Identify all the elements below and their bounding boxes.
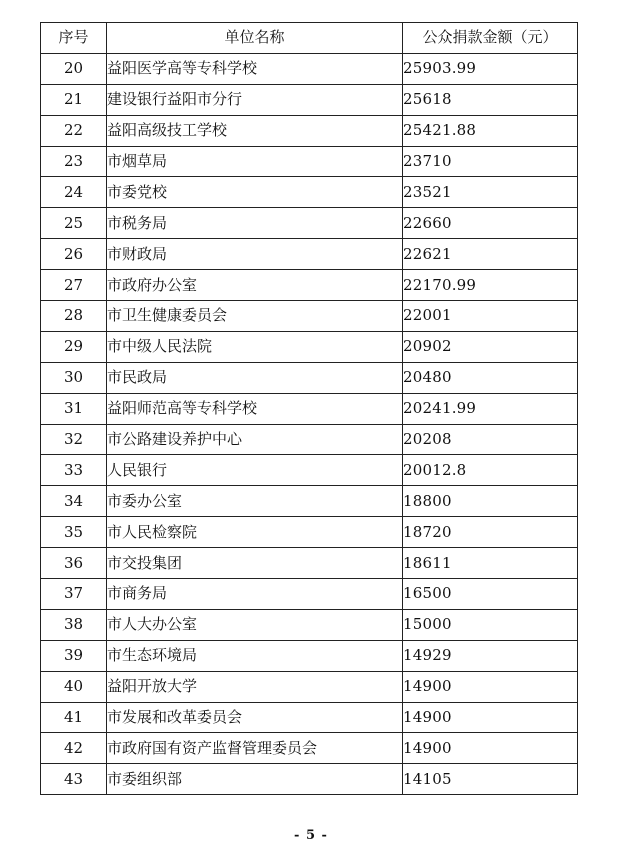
row-unit-name: 市公路建设养护中心 <box>107 424 403 455</box>
row-amount: 20208 <box>403 424 578 455</box>
row-index: 43 <box>41 764 107 795</box>
row-amount: 25421.88 <box>403 115 578 146</box>
row-amount: 18800 <box>403 486 578 517</box>
row-index: 34 <box>41 486 107 517</box>
table-row <box>41 331 578 362</box>
row-amount: 22001 <box>403 301 578 332</box>
row-unit-name: 市委组织部 <box>107 764 403 795</box>
row-index: 38 <box>41 609 107 640</box>
row-index: 39 <box>41 640 107 671</box>
table-row <box>41 84 578 115</box>
row-amount: 18720 <box>403 517 578 548</box>
table-row <box>41 208 578 239</box>
row-index: 26 <box>41 239 107 270</box>
row-index: 32 <box>41 424 107 455</box>
row-unit-name: 市人大办公室 <box>107 609 403 640</box>
row-amount: 25903.99 <box>403 53 578 84</box>
row-unit-name: 市烟草局 <box>107 146 403 177</box>
row-unit-name: 市商务局 <box>107 579 403 610</box>
row-amount: 22621 <box>403 239 578 270</box>
table-row <box>41 733 578 764</box>
row-unit-name: 市生态环境局 <box>107 640 403 671</box>
row-unit-name: 市税务局 <box>107 208 403 239</box>
row-index: 36 <box>41 548 107 579</box>
table-row <box>41 177 578 208</box>
row-amount: 14929 <box>403 640 578 671</box>
table-row <box>41 517 578 548</box>
table-header <box>41 23 578 54</box>
row-unit-name: 益阳高级技工学校 <box>107 115 403 146</box>
row-index: 41 <box>41 702 107 733</box>
row-amount: 22170.99 <box>403 270 578 301</box>
table-row <box>41 764 578 795</box>
row-unit-name: 市交投集团 <box>107 548 403 579</box>
row-unit-name: 市中级人民法院 <box>107 331 403 362</box>
row-amount: 22660 <box>403 208 578 239</box>
table-row <box>41 486 578 517</box>
row-amount: 20241.99 <box>403 393 578 424</box>
row-amount: 25618 <box>403 84 578 115</box>
table-row <box>41 115 578 146</box>
table-row <box>41 362 578 393</box>
row-amount: 23710 <box>403 146 578 177</box>
row-index: 37 <box>41 579 107 610</box>
row-unit-name: 益阳医学高等专科学校 <box>107 53 403 84</box>
row-unit-name: 市政府国有资产监督管理委员会 <box>107 733 403 764</box>
table-row <box>41 640 578 671</box>
header-row <box>41 23 578 54</box>
row-unit-name: 市委办公室 <box>107 486 403 517</box>
row-index: 33 <box>41 455 107 486</box>
row-index: 23 <box>41 146 107 177</box>
row-amount: 14105 <box>403 764 578 795</box>
row-amount: 20012.8 <box>403 455 578 486</box>
row-unit-name: 人民银行 <box>107 455 403 486</box>
row-unit-name: 市民政局 <box>107 362 403 393</box>
row-index: 22 <box>41 115 107 146</box>
row-amount: 14900 <box>403 671 578 702</box>
row-index: 21 <box>41 84 107 115</box>
row-index: 35 <box>41 517 107 548</box>
row-index: 40 <box>41 671 107 702</box>
row-unit-name: 益阳师范高等专科学校 <box>107 393 403 424</box>
row-index: 42 <box>41 733 107 764</box>
row-amount: 20902 <box>403 331 578 362</box>
table-row <box>41 270 578 301</box>
row-amount: 14900 <box>403 702 578 733</box>
table-row <box>41 548 578 579</box>
table-row <box>41 53 578 84</box>
row-index: 30 <box>41 362 107 393</box>
header-index: 序号 <box>41 23 107 54</box>
row-amount: 20480 <box>403 362 578 393</box>
row-amount: 16500 <box>403 579 578 610</box>
table-row <box>41 424 578 455</box>
table-row <box>41 301 578 332</box>
table-row <box>41 671 578 702</box>
table-row <box>41 239 578 270</box>
row-index: 20 <box>41 53 107 84</box>
table-row <box>41 146 578 177</box>
row-amount: 14900 <box>403 733 578 764</box>
row-unit-name: 市发展和改革委员会 <box>107 702 403 733</box>
row-index: 29 <box>41 331 107 362</box>
row-index: 24 <box>41 177 107 208</box>
row-unit-name: 市委党校 <box>107 177 403 208</box>
row-unit-name: 益阳开放大学 <box>107 671 403 702</box>
row-unit-name: 市财政局 <box>107 239 403 270</box>
table-row <box>41 455 578 486</box>
header-name: 单位名称 <box>107 23 403 54</box>
table-row <box>41 702 578 733</box>
row-index: 27 <box>41 270 107 301</box>
row-index: 25 <box>41 208 107 239</box>
row-unit-name: 建设银行益阳市分行 <box>107 84 403 115</box>
page-number: - 5 - <box>294 828 328 843</box>
table-row <box>41 609 578 640</box>
donations-table <box>40 22 578 795</box>
table-row <box>41 393 578 424</box>
row-unit-name: 市卫生健康委员会 <box>107 301 403 332</box>
table-row <box>41 579 578 610</box>
header-amount: 公众捐款金额（元） <box>403 23 578 54</box>
row-unit-name: 市人民检察院 <box>107 517 403 548</box>
table-body <box>41 53 578 794</box>
row-index: 28 <box>41 301 107 332</box>
row-unit-name: 市政府办公室 <box>107 270 403 301</box>
row-amount: 23521 <box>403 177 578 208</box>
row-index: 31 <box>41 393 107 424</box>
row-amount: 18611 <box>403 548 578 579</box>
row-amount: 15000 <box>403 609 578 640</box>
